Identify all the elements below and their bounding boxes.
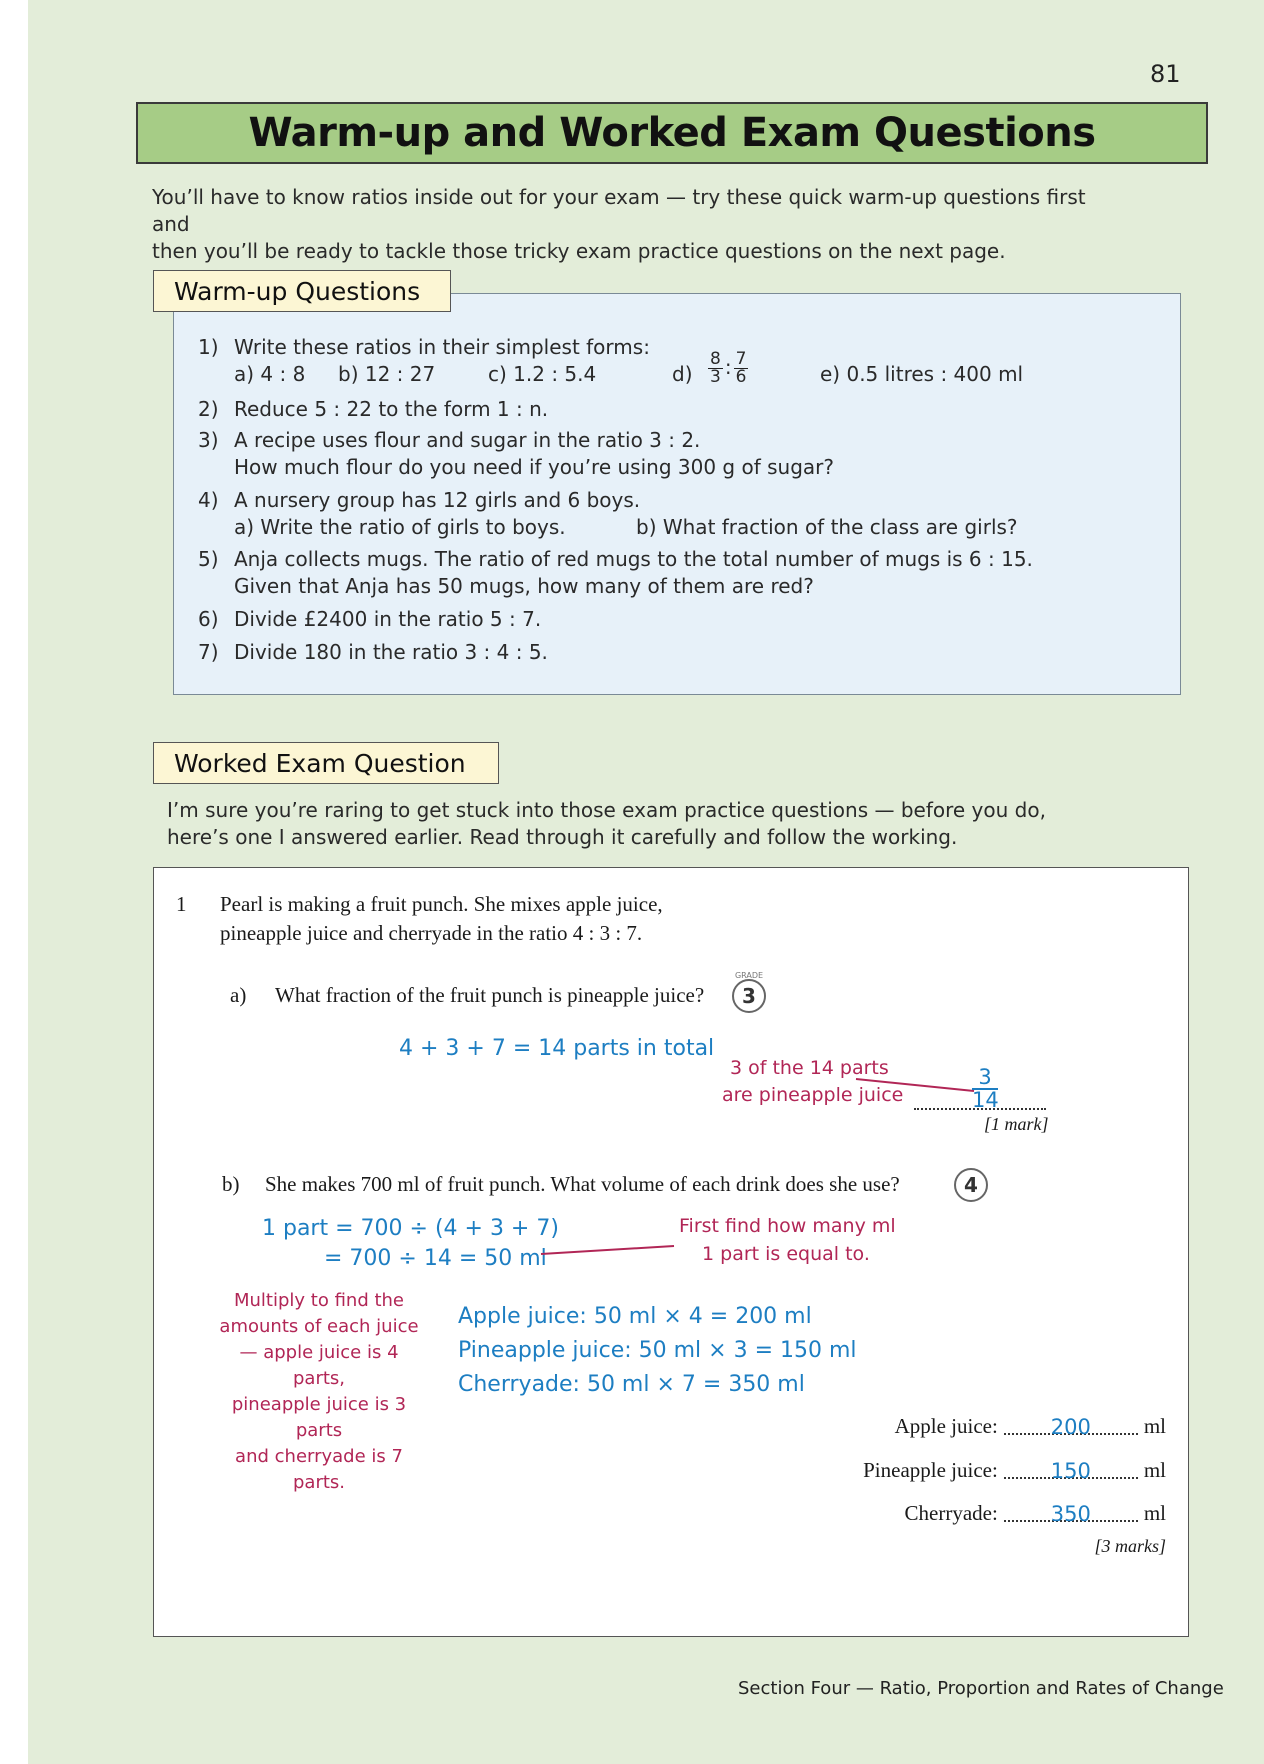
answer-row-pineapple [863, 1457, 1166, 1483]
question-text: A recipe uses flour and sugar in the ratio 3 : 2. [234, 428, 701, 452]
warmup-heading: Warm-up Questions [174, 276, 421, 306]
question-number: 7) [198, 640, 219, 664]
answer-row-apple [895, 1413, 1166, 1439]
page-title: Warm-up and Worked Exam Questions [248, 110, 1096, 156]
question-number: 5) [198, 547, 219, 571]
ratio-separator: : [724, 355, 732, 379]
worked-intro-text [167, 797, 1127, 851]
fraction [734, 351, 749, 386]
question-text: Given that Anja has 50 mugs, how many of them are red? [234, 574, 814, 598]
answer-value: 200 [1050, 1415, 1091, 1439]
question-number: 4) [198, 488, 219, 512]
part-a-note-line: are pineapple juice [722, 1084, 904, 1106]
note-line: amounts of each juice [219, 1316, 419, 1337]
answer-label: Apple juice: [894, 1414, 998, 1438]
question-number: 1) [198, 335, 219, 359]
answer-label: Cherryade: [904, 1501, 998, 1525]
part-a-label: a) [230, 983, 247, 1007]
question-1b: b) 12 : 27 [338, 362, 436, 386]
question-1a: a) 4 : 8 [234, 362, 306, 386]
answer-unit: ml [1143, 1458, 1166, 1482]
part-a-marks: [1 mark] [984, 1114, 1049, 1134]
fraction-numerator: 8 [710, 349, 721, 369]
question-text: How much flour do you need if you’re using 300 g of sugar? [234, 455, 834, 479]
worked-heading: Worked Exam Question [174, 748, 466, 778]
part-b-working-line: 1 part = 700 ÷ (4 + 3 + 7) [262, 1216, 559, 1241]
question-text: Divide £2400 in the ratio 5 : 7. [234, 607, 542, 631]
part-a-working: 4 + 3 + 7 = 14 parts in total [399, 1036, 715, 1061]
worked-intro-line: here’s one I answered earlier. Read through it carefully and follow the working. [167, 825, 958, 849]
answer-value: 350 [1050, 1502, 1091, 1526]
calc-pineapple: Pineapple juice: 50 ml × 3 = 150 ml [458, 1338, 857, 1363]
part-b-multiply-note [214, 1288, 424, 1496]
note-line: Multiply to find the [233, 1290, 405, 1311]
page [28, 0, 1264, 1764]
answer-value: 150 [1050, 1459, 1091, 1483]
worked-heading-tab [153, 742, 499, 784]
answer-numerator: 3 [972, 1067, 998, 1090]
note-line: pineapple juice is 3 parts [231, 1394, 407, 1441]
question-1d-ratio [706, 351, 750, 386]
part-b-working-line: = 700 ÷ 14 = 50 ml [324, 1246, 547, 1271]
part-a-note-line: 3 of the 14 parts [730, 1057, 889, 1079]
fraction-denominator: 6 [735, 367, 747, 387]
answer-line [1004, 1409, 1138, 1439]
fraction [708, 351, 723, 386]
note-pointer-line [539, 1240, 679, 1260]
part-a-answer-fraction [972, 1067, 998, 1111]
part-b-note-line: 1 part is equal to. [702, 1243, 870, 1265]
question-1d-label: d) [672, 362, 693, 386]
note-line: — apple juice is 4 parts, [239, 1342, 399, 1389]
question-4a: a) Write the ratio of girls to boys. [234, 515, 566, 539]
question-number: 2) [198, 397, 219, 421]
answer-row-cherryade [905, 1500, 1166, 1526]
question-text: Reduce 5 : 22 to the form 1 : n. [234, 397, 549, 421]
intro-line: then you’ll be ready to tackle those tricky exam practice questions on the next page. [152, 239, 1006, 263]
question-text: Divide 180 in the ratio 3 : 4 : 5. [234, 640, 548, 664]
answer-label: Pineapple juice: [863, 1458, 998, 1482]
exam-question-line: Pearl is making a fruit punch. She mixes apple juice, [220, 892, 663, 916]
question-number: 6) [198, 607, 219, 631]
intro-line: You’ll have to know ratios inside out for your exam — try these quick warm-up questions first and [152, 185, 1086, 236]
note-line: and cherryade is 7 parts. [235, 1446, 403, 1493]
part-a-question: What fraction of the fruit punch is pineapple juice? [275, 983, 705, 1007]
page-number: 81 [1150, 60, 1181, 88]
part-b-note-line: First find how many ml [679, 1215, 896, 1237]
warmup-box-top-rule [451, 293, 1181, 294]
grade-number: 4 [964, 1173, 978, 1197]
question-number: 3) [198, 428, 219, 452]
grade-3-badge [732, 979, 766, 1013]
intro-text [152, 184, 1112, 265]
answer-unit: ml [1143, 1501, 1166, 1525]
question-4b: b) What fraction of the class are girls? [636, 515, 1018, 539]
exam-question-line: pineapple juice and cherryade in the ratio 4 : 3 : 7. [220, 921, 643, 945]
grade-word: GRADE [734, 971, 764, 980]
answer-line [1004, 1453, 1138, 1483]
question-1e: e) 0.5 litres : 400 ml [820, 362, 1024, 386]
grade-number: 3 [742, 984, 756, 1008]
part-b-label: b) [222, 1172, 240, 1196]
warmup-heading-tab [153, 270, 451, 312]
exam-question-number: 1 [176, 892, 187, 916]
worked-intro-line: I’m sure you’re raring to get stuck into those exam practice questions — before you do, [167, 798, 1046, 822]
question-text: Anja collects mugs. The ratio of red mugs to the total number of mugs is 6 : 15. [234, 547, 1033, 571]
page-title-bar [136, 102, 1208, 164]
answer-line [1004, 1496, 1138, 1526]
question-text: A nursery group has 12 girls and 6 boys. [234, 488, 641, 512]
fraction-numerator: 7 [735, 349, 747, 369]
fraction-denominator: 3 [710, 367, 721, 387]
part-b-marks: [3 marks] [1094, 1536, 1166, 1556]
worked-exam-box [153, 867, 1189, 1637]
grade-4-badge [954, 1168, 988, 1202]
part-b-question: She makes 700 ml of fruit punch. What volume of each drink does she use? [265, 1172, 900, 1196]
note-pointer-line [854, 1073, 984, 1103]
question-1c: c) 1.2 : 5.4 [488, 362, 597, 386]
question-text: Write these ratios in their simplest forms: [234, 335, 650, 359]
calc-cherryade: Cherryade: 50 ml × 7 = 350 ml [458, 1372, 805, 1397]
calc-apple: Apple juice: 50 ml × 4 = 200 ml [458, 1304, 812, 1329]
answer-denominator: 14 [972, 1088, 999, 1112]
answer-unit: ml [1143, 1414, 1166, 1438]
page-footer: Section Four — Ratio, Proportion and Rates of Change [738, 1678, 1224, 1699]
answer-line [914, 1108, 1046, 1110]
